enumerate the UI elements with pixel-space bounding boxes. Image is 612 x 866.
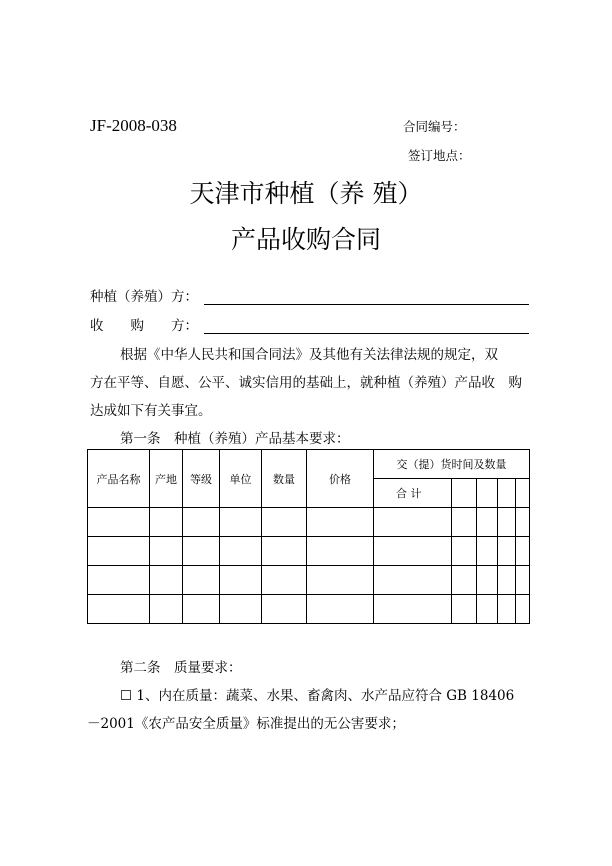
table-cell[interactable] xyxy=(150,595,183,624)
table-cell[interactable] xyxy=(452,566,477,595)
quality-item1-cont: －2001《农产品安全质量》标准提出的无公害要求； xyxy=(87,716,405,732)
table-cell[interactable] xyxy=(452,537,477,566)
table-cell[interactable] xyxy=(88,537,150,566)
table-cell[interactable] xyxy=(307,508,374,537)
table-cell[interactable] xyxy=(516,537,530,566)
intro-line: 方在平等、自愿、公平、诚实信用的基础上，就种植（养殖）产品收 购 xyxy=(90,375,522,391)
grower-field-line[interactable] xyxy=(204,304,529,305)
title-line1: 天津市种植（养 殖） xyxy=(189,179,423,208)
table-cell[interactable] xyxy=(262,595,307,624)
table-cell[interactable] xyxy=(498,537,516,566)
table-cell[interactable] xyxy=(220,566,262,595)
table-row xyxy=(88,595,530,624)
header-origin: 产地 xyxy=(150,450,183,508)
table-cell[interactable] xyxy=(498,566,516,595)
table-cell[interactable] xyxy=(183,595,220,624)
header-price: 价格 xyxy=(307,450,374,508)
quality-item1: ☐ 1、内在质量：蔬菜、水果、畜禽肉、水产品应符合 GB 18406 xyxy=(120,688,515,704)
table-cell[interactable] xyxy=(477,508,498,537)
contract-number-label: 合同编号： xyxy=(403,119,466,134)
table-cell[interactable] xyxy=(220,537,262,566)
table-cell[interactable] xyxy=(262,537,307,566)
table-cell[interactable] xyxy=(498,479,516,508)
table-cell[interactable] xyxy=(374,508,452,537)
table-cell[interactable] xyxy=(150,508,183,537)
table-cell[interactable] xyxy=(516,595,530,624)
intro-line: 达成如下有关事宜。 xyxy=(90,403,212,419)
table-cell[interactable] xyxy=(477,595,498,624)
article1-heading: 第一条 种植（养殖）产品基本要求： xyxy=(120,431,350,447)
grower-label: 种植（养殖）方： xyxy=(90,289,198,305)
buyer-field-line[interactable] xyxy=(204,333,529,334)
table-cell[interactable] xyxy=(262,508,307,537)
table-cell[interactable] xyxy=(374,566,452,595)
table-cell[interactable] xyxy=(477,566,498,595)
table-cell[interactable] xyxy=(374,537,452,566)
table-cell[interactable] xyxy=(477,479,498,508)
table-cell[interactable] xyxy=(452,508,477,537)
table-row xyxy=(88,508,530,537)
table-cell[interactable] xyxy=(307,595,374,624)
table-cell[interactable] xyxy=(452,479,477,508)
document-code: JF-2008-038 xyxy=(90,116,177,135)
table-cell[interactable] xyxy=(150,537,183,566)
table-cell[interactable] xyxy=(498,508,516,537)
table-cell[interactable] xyxy=(262,566,307,595)
header-total: 合 计 xyxy=(374,479,452,508)
table-cell[interactable] xyxy=(220,508,262,537)
table-cell[interactable] xyxy=(183,537,220,566)
table-cell[interactable] xyxy=(307,566,374,595)
table-cell[interactable] xyxy=(307,537,374,566)
table-cell[interactable] xyxy=(498,595,516,624)
header-unit: 单位 xyxy=(220,450,262,508)
table-cell[interactable] xyxy=(516,566,530,595)
table-cell[interactable] xyxy=(516,508,530,537)
table-cell[interactable] xyxy=(88,508,150,537)
buyer-label: 收 购 方： xyxy=(90,318,198,334)
intro-line: 根据《中华人民共和国合同法》及其他有关法律法规的规定，双 xyxy=(120,347,498,363)
table-cell[interactable] xyxy=(88,566,150,595)
table-cell[interactable] xyxy=(477,537,498,566)
article2-heading: 第二条 质量要求： xyxy=(120,660,242,676)
table-cell[interactable] xyxy=(183,508,220,537)
title-line2: 产品收购合同 xyxy=(230,225,381,254)
table-cell[interactable] xyxy=(374,595,452,624)
product-table xyxy=(87,449,530,624)
header-delivery: 交（提）货时间及数量 xyxy=(374,450,530,479)
header-product-name: 产品名称 xyxy=(88,450,150,508)
signing-place-label: 签订地点： xyxy=(408,148,471,163)
table-cell[interactable] xyxy=(220,595,262,624)
table-cell[interactable] xyxy=(88,595,150,624)
table-cell[interactable] xyxy=(452,595,477,624)
table-row xyxy=(88,537,530,566)
table-row xyxy=(88,566,530,595)
header-quantity: 数量 xyxy=(262,450,307,508)
table-cell[interactable] xyxy=(183,566,220,595)
header-grade: 等级 xyxy=(183,450,220,508)
table-cell[interactable] xyxy=(150,566,183,595)
table-cell[interactable] xyxy=(516,479,530,508)
